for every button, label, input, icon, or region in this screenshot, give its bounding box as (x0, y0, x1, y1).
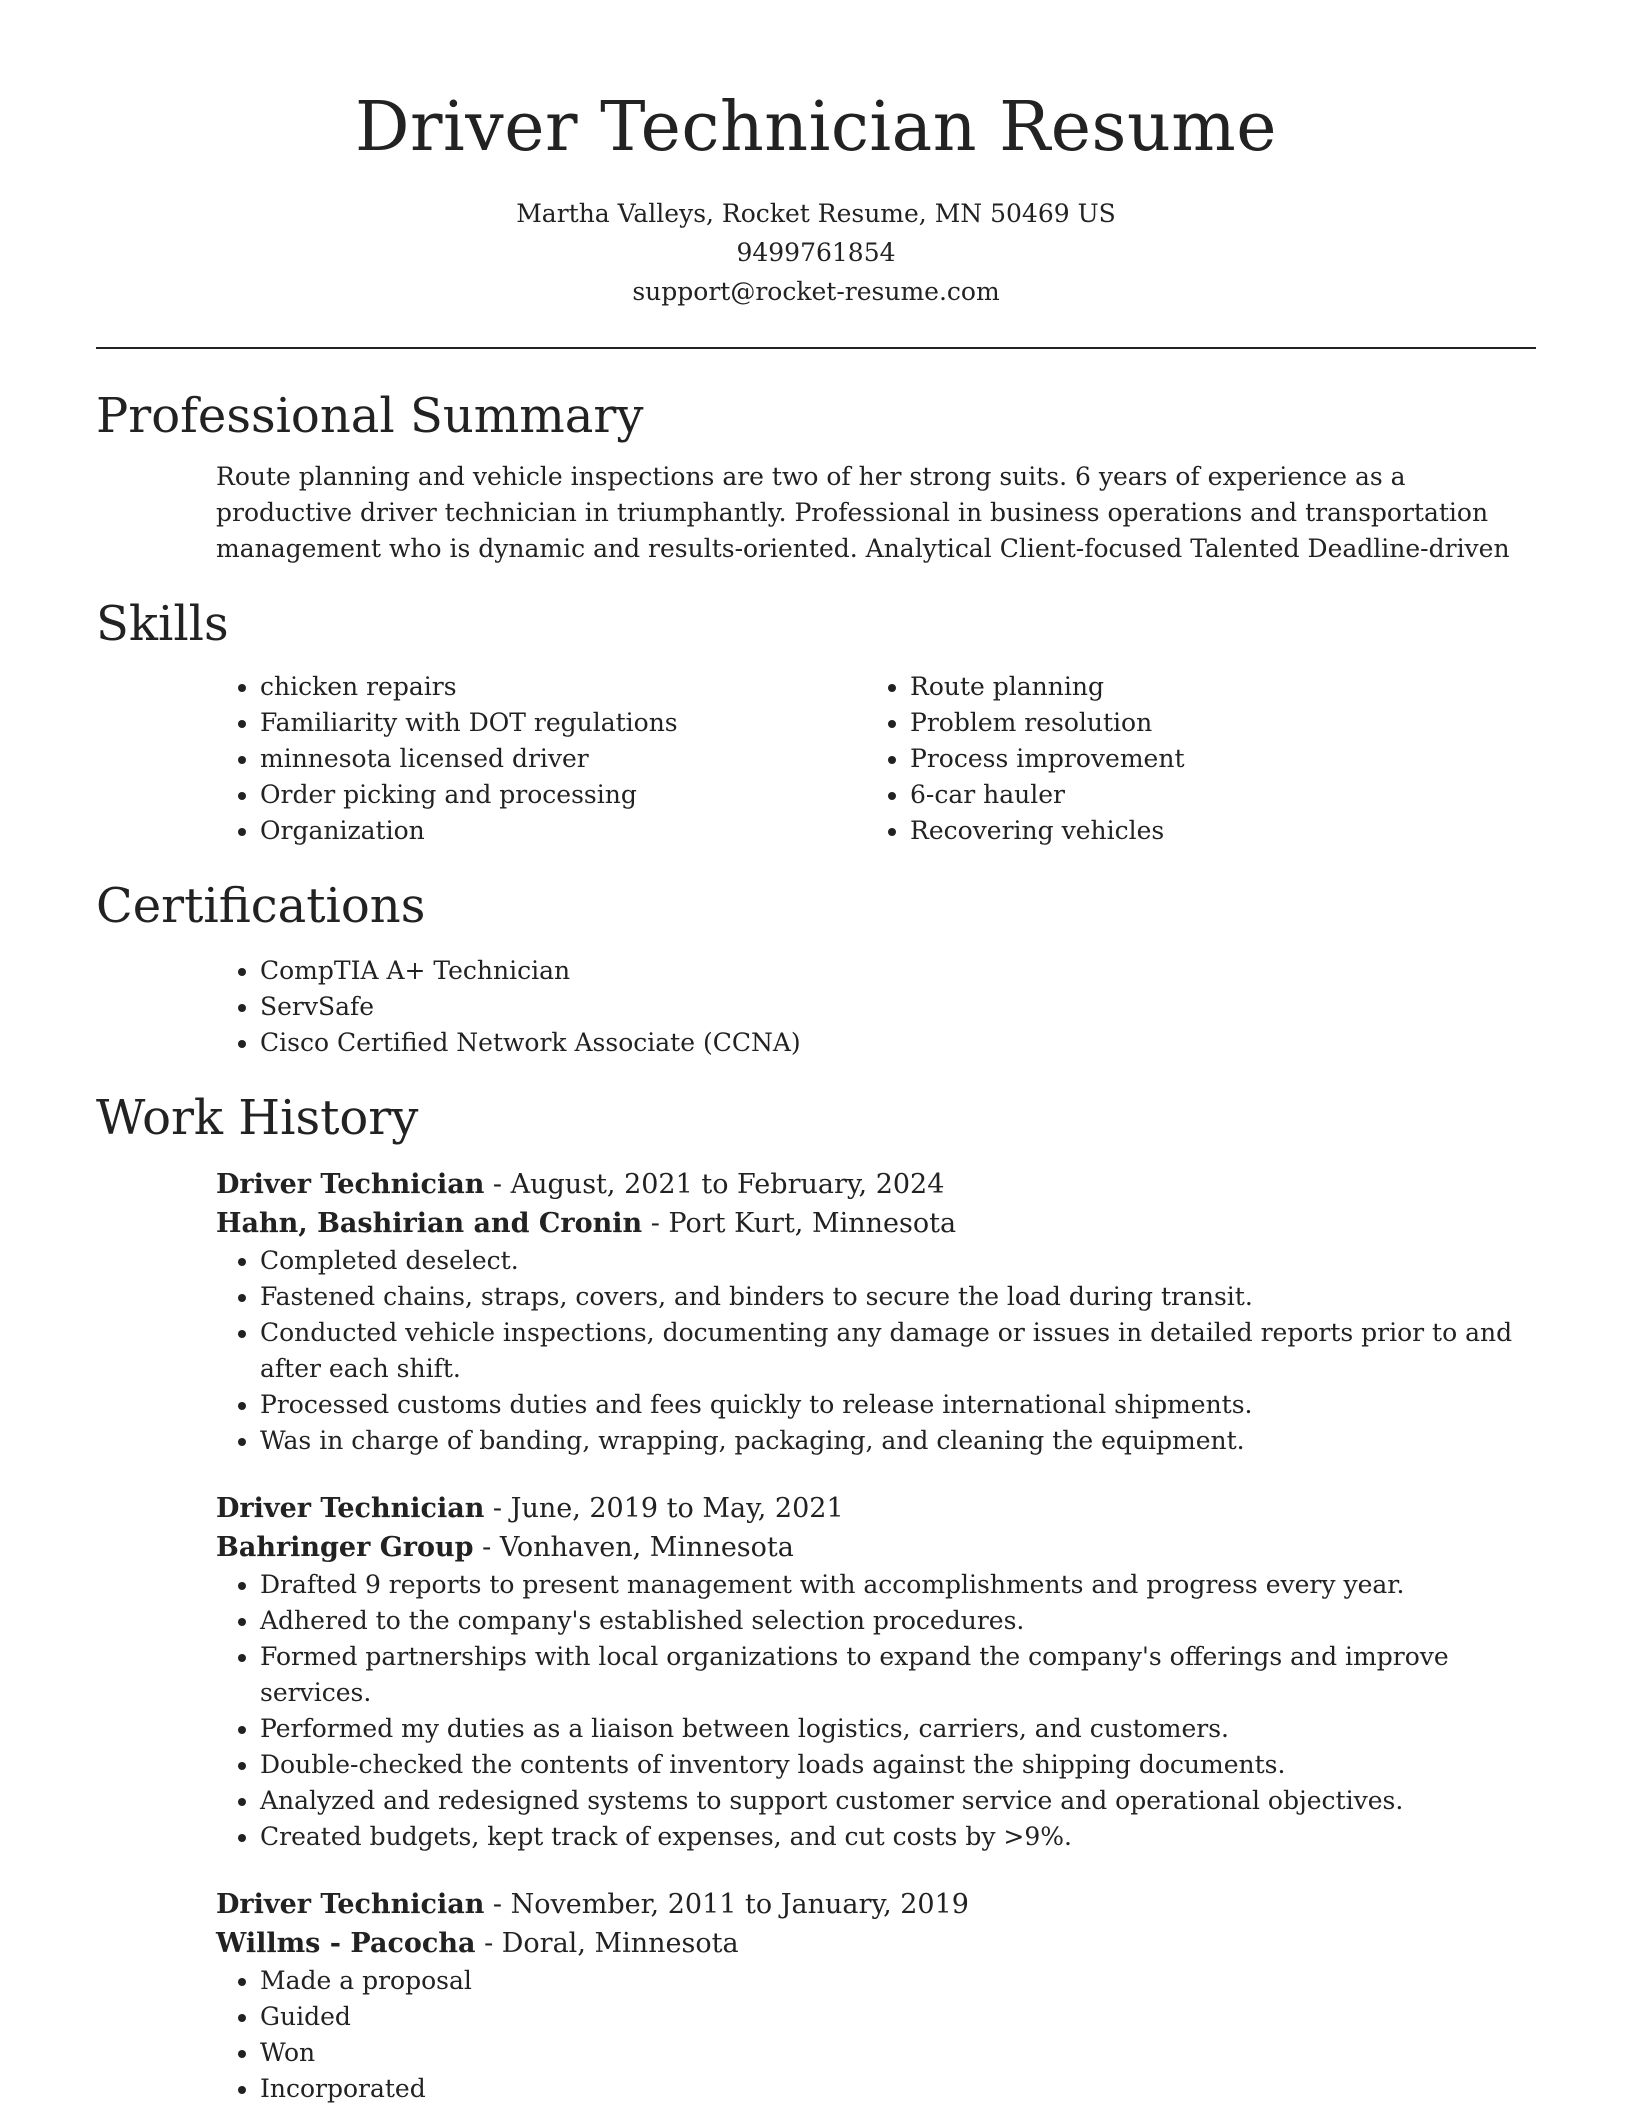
skill-item: • minnesota licensed driver (260, 741, 866, 777)
contact-address: Martha Valleys, Rocket Resume, MN 50469 US (516, 199, 1116, 228)
job-bullet: • Adhered to the company's established selection procedures. (260, 1603, 1536, 1639)
job-bullets (216, 1567, 1536, 1855)
contact-email: support@rocket-resume.com (632, 277, 1000, 306)
job-company: Bahringer Group (216, 1532, 474, 1563)
skills-columns (216, 669, 1536, 849)
job-title-line (216, 1165, 1536, 1204)
skill-item: • Familiarity with DOT regulations (260, 705, 866, 741)
job-entry (216, 1489, 1536, 1855)
header-divider (96, 347, 1536, 349)
job-bullet: • Won (260, 2035, 1536, 2071)
job-bullet: • Fastened chains, straps, covers, and binders to secure the load during transit. (260, 1279, 1536, 1315)
job-location: - Vonhaven, Minnesota (473, 1532, 794, 1563)
resume-title: Driver Technician Resume (355, 88, 1277, 167)
job-bullet: • Created budgets, kept track of expenses, and cut costs by >9%. (260, 1819, 1536, 1855)
job-company: Hahn, Bashirian and Cronin (216, 1208, 643, 1239)
job-bullet: • Drafted 9 reports to present management with accomplishments and progress every year. (260, 1567, 1536, 1603)
skill-item: • Order picking and processing (260, 777, 866, 813)
contact-phone: 9499761854 (736, 238, 896, 267)
job-dates: - August, 2021 to February, 2024 (484, 1169, 945, 1200)
job-company-line (216, 1204, 1536, 1243)
skill-item: • Organization (260, 813, 866, 849)
job-title: Driver Technician (216, 1889, 485, 1920)
certifications-list-wrap (216, 953, 1536, 1061)
skills-column-left (216, 669, 866, 849)
skills-column-right (866, 669, 1516, 849)
job-company-line (216, 1924, 1536, 1963)
certifications-section (96, 875, 1536, 1061)
job-bullet: • Double-checked the contents of inventory loads against the shipping documents. (260, 1747, 1536, 1783)
job-dates: - November, 2011 to January, 2019 (484, 1889, 969, 1920)
job-bullet: • Processed customs duties and fees quickly to release international shipments. (260, 1387, 1536, 1423)
resume-header (96, 0, 1536, 311)
job-bullets (216, 1963, 1536, 2107)
work-history-section (96, 1087, 1536, 2107)
job-entry (216, 1885, 1536, 2107)
resume-page (96, 0, 1536, 2112)
section-heading-summary: Professional Summary (96, 388, 644, 444)
job-title: Driver Technician (216, 1169, 485, 1200)
job-bullet: • Was in charge of banding, wrapping, packaging, and cleaning the equipment. (260, 1423, 1536, 1459)
job-bullet: • Incorporated (260, 2071, 1536, 2107)
skill-item: • chicken repairs (260, 669, 866, 705)
certification-item: • ServSafe (260, 989, 1536, 1025)
job-bullet: • Guided (260, 1999, 1536, 2035)
job-title-line (216, 1885, 1536, 1924)
skills-section (96, 593, 1536, 849)
contact-block (96, 194, 1536, 311)
skill-item: • Route planning (910, 669, 1516, 705)
certification-item: • Cisco Certified Network Associate (CCNA) (260, 1025, 1536, 1061)
certification-item: • CompTIA A+ Technician (260, 953, 1536, 989)
job-dates: - June, 2019 to May, 2021 (484, 1493, 844, 1524)
job-title-line (216, 1489, 1536, 1528)
summary-text: Route planning and vehicle inspections are two of her strong suits. 6 years of experience as a productive driver technician in triumphantly. Professional in business operations and transportation management who is dynamic and results-oriented. Analytical Client-focused Talented Deadline-driven (216, 462, 1510, 563)
job-company: Willms - Pacocha (216, 1928, 476, 1959)
job-location: - Doral, Minnesota (475, 1928, 739, 1959)
skills-list-right (866, 669, 1516, 849)
job-company-line (216, 1528, 1536, 1567)
section-heading-certifications: Certifications (96, 878, 426, 934)
skill-item: • Recovering vehicles (910, 813, 1516, 849)
job-bullet: • Analyzed and redesigned systems to support customer service and operational objectives. (260, 1783, 1536, 1819)
job-bullet: • Made a proposal (260, 1963, 1536, 1999)
section-heading-skills: Skills (96, 596, 229, 652)
job-bullet: • Performed my duties as a liaison between logistics, carriers, and customers. (260, 1711, 1536, 1747)
certifications-list (216, 953, 1536, 1061)
job-bullet: • Formed partnerships with local organizations to expand the company's offerings and improve services. (260, 1639, 1536, 1711)
job-title: Driver Technician (216, 1493, 485, 1524)
job-location: - Port Kurt, Minnesota (642, 1208, 957, 1239)
job-bullets (216, 1243, 1536, 1459)
skill-item: • 6-car hauler (910, 777, 1516, 813)
job-bullet: • Completed deselect. (260, 1243, 1536, 1279)
skills-list-left (216, 669, 866, 849)
professional-summary-section (96, 385, 1536, 567)
job-bullet: • Conducted vehicle inspections, documenting any damage or issues in detailed reports prior to and after each shift. (260, 1315, 1536, 1387)
skill-item: • Problem resolution (910, 705, 1516, 741)
section-heading-work-history: Work History (96, 1090, 419, 1146)
skill-item: • Process improvement (910, 741, 1516, 777)
job-entry (216, 1165, 1536, 1459)
